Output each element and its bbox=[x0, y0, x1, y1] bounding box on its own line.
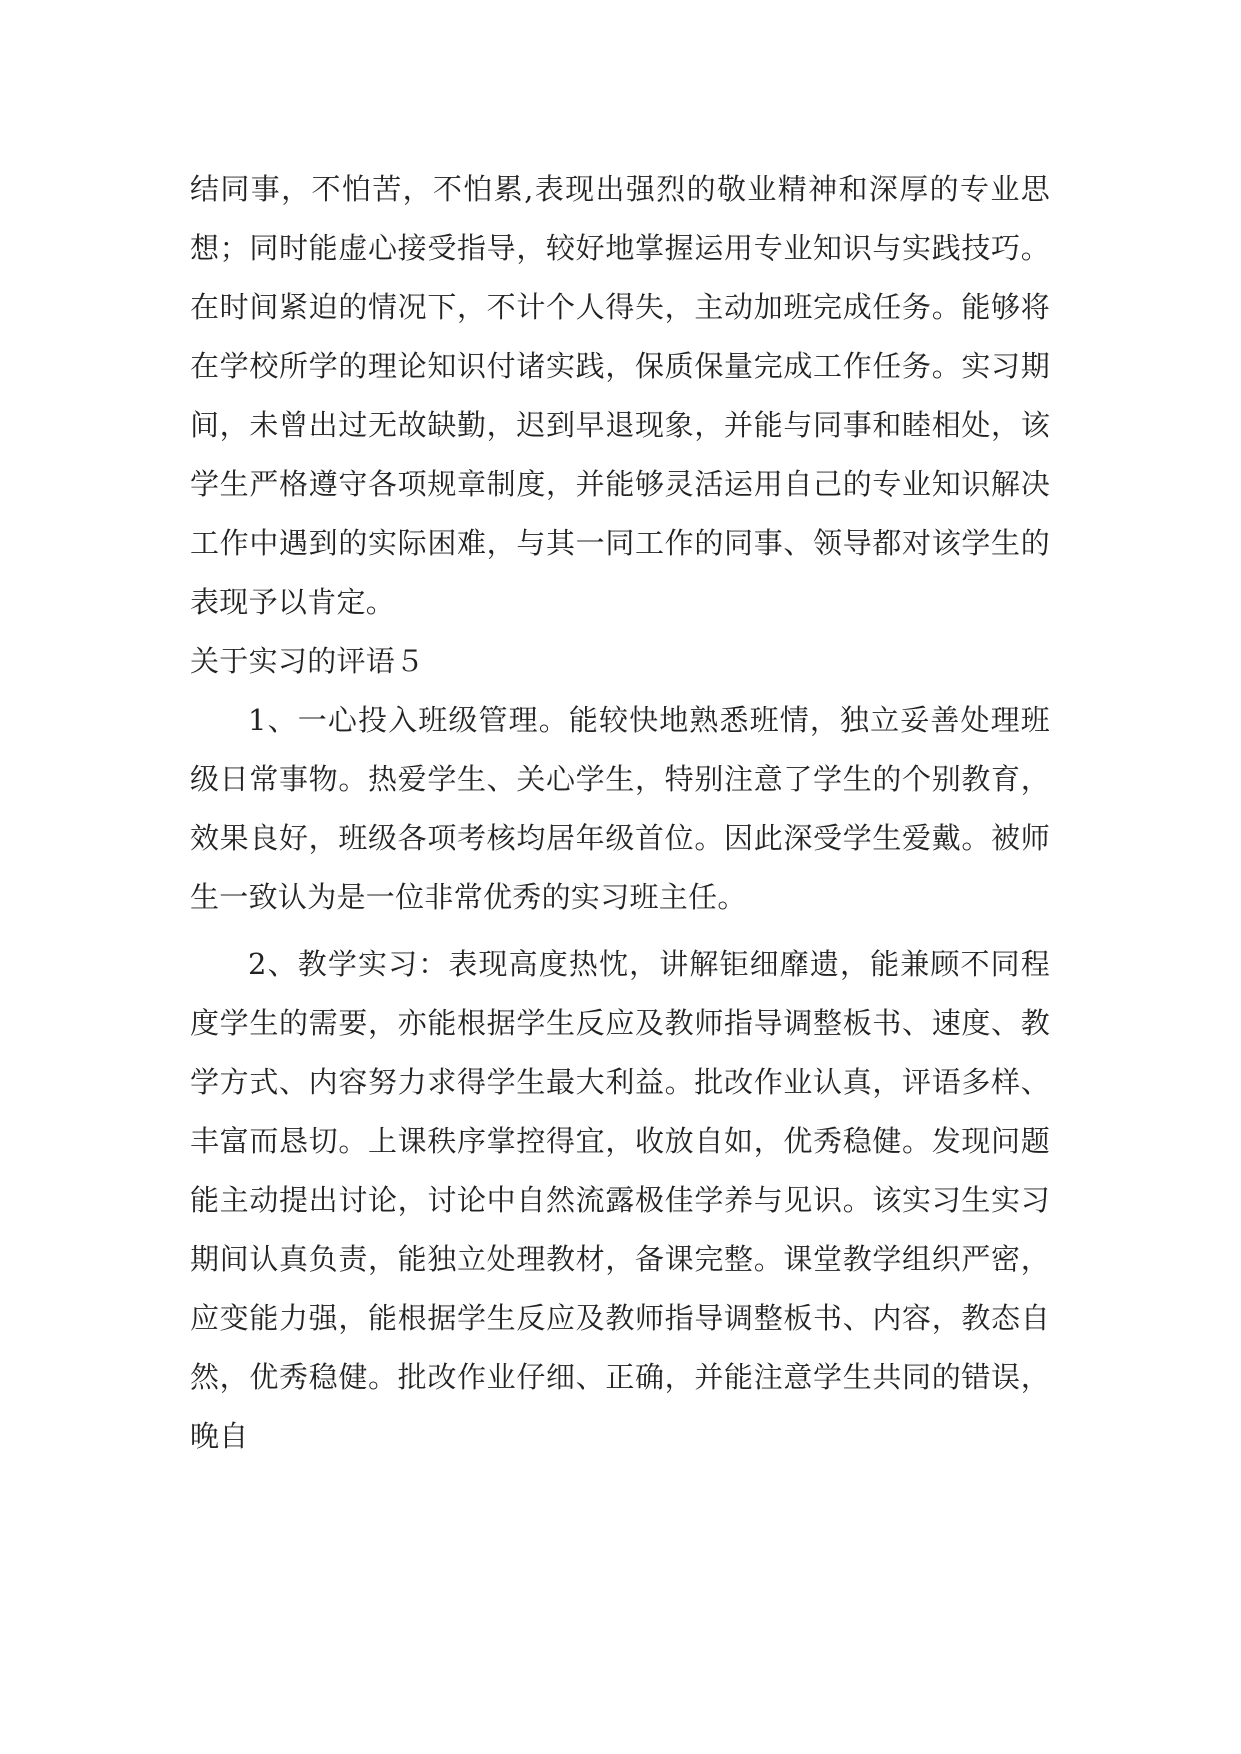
paragraph-class-management: 1、一心投入班级管理。能较快地熟悉班情，独立妥善处理班级日常事物。热爱学生、关心学生，特别注意了学生的个别教育，效果良好，班级各项考核均居年级首位。因此深受学生爱戴。被师生一致认为是一位非常优秀的实习班主任。 bbox=[190, 703, 1050, 914]
document-body bbox=[190, 160, 1050, 1466]
paragraph-teaching-practice: 2、教学实习：表现高度热忱，讲解钜细靡遗，能兼顾不同程度学生的需要，亦能根据学生反应及教师指导调整板书、速度、教学方式、内容努力求得学生最大利益。批改作业认真，评语多样、丰富而恳切。上课秩序掌控得宜，收放自如，优秀稳健。发现问题能主动提出讨论，讨论中自然流露极佳学养与见识。该实习生实习期间认真负责，能独立处理教材，备课完整。课堂教学组织严密，应变能力强，能根据学生反应及教师指导调整板书、内容，教态自然，优秀稳健。批改作业仔细、正确，并能注意学生共同的错误，晚自 bbox=[190, 947, 1050, 1453]
continued-paragraph: 结同事，不怕苦，不怕累,表现出强烈的敬业精神和深厚的专业思想；同时能虚心接受指导，较好地掌握运用专业知识与实践技巧。在时间紧迫的情况下，不计个人得失，主动加班完成任务。能够将在学校所学的理论知识付诸实践，保质保量完成工作任务。实习期间，未曾出过无故缺勤，迟到早退现象，并能与同事和睦相处，该学生严格遵守各项规章制度，并能够灵活运用自己的专业知识解决工作中遇到的实际困难，与其一同工作的同事、领导都对该学生的表现予以肯定。 bbox=[190, 172, 1050, 619]
section-title: 关于实习的评语５ bbox=[190, 644, 425, 678]
